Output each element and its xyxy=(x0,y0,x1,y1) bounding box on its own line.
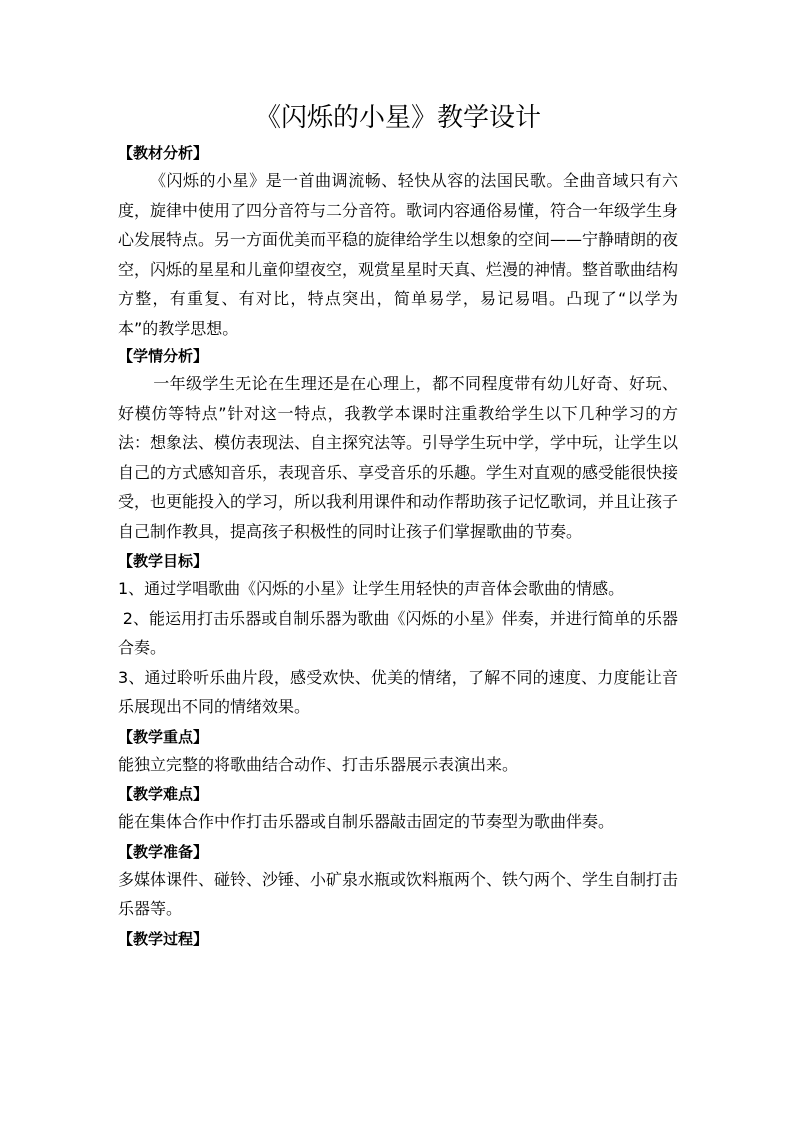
section-heading-textbook-analysis: 【教材分析】 xyxy=(118,144,209,162)
section-heading-difficulties: 【教学难点】 xyxy=(118,785,209,803)
paragraph-goal-1: 1、通过学唱歌曲《闪烁的小星》让学生用轻快的声音体会歌曲的情感。 xyxy=(118,579,625,598)
section-heading-process: 【教学过程】 xyxy=(118,929,209,948)
paragraph-preparation: 多媒体课件、碰铃、沙锤、小矿泉水瓶或饮料瓶两个、铁勺两个、学生自制打击乐器等。 xyxy=(118,869,679,918)
section-heading-student-analysis: 【学情分析】 xyxy=(118,347,209,365)
paragraph-textbook-analysis: 《闪烁的小星》是一首曲调流畅、轻快从容的法国民歌。全曲音域只有六度，旋律中使用了四分音符与二分音符。歌词内容通俗易懂，符合一年级学生身心发展特点。另一方面优美而平稳的旋律给学生以想象的空间——宁静晴朗的夜空，闪烁的星星和儿童仰望夜空，观赏星星时天真、烂漫的神情。整首歌曲结构方整，有重复、有对比，特点突出，简单易学，易记易唱。凸现了“以学为本”的教学思想。 xyxy=(118,171,679,338)
paragraph-goal-3: 3、通过聆听乐曲片段，感受欢快、优美的情绪，了解不同的速度、力度能让音乐展现出不同的情绪效果。 xyxy=(118,667,678,716)
paragraph-difficulties: 能在集体合作中作打击乐器或自制乐器敲击固定的节奏型为歌曲伴奏。 xyxy=(118,812,615,831)
section-heading-teaching-goals: 【教学目标】 xyxy=(118,552,209,570)
paragraph-goal-2: 2、能运用打击乐器或自制乐器为歌曲《闪烁的小星》伴奏，并进行简单的乐器合奏。 xyxy=(118,608,678,657)
document-title: 《闪烁的小星》教学设计 xyxy=(254,103,541,133)
document-body xyxy=(118,98,678,952)
paragraph-key-points: 能独立完整的将歌曲结合动作、打击乐器展示表演出来。 xyxy=(118,754,519,774)
section-heading-key-points: 【教学重点】 xyxy=(118,727,209,746)
paragraph-student-analysis: 一年级学生无论在生理还是在心理上，都不同程度带有幼儿好奇、好玩、好模仿等特点”针对这一特点，我教学本课时注重教给学生以下几种学习的方法：想象法、模仿表现法、自主探究法等。引导学生玩中学，学中玩，让学生以自己的方式感知音乐，表现音乐、享受音乐的乐趣。学生对直观的感受能很快接受，也更能投入的学习，所以我利用课件和动作帮助孩子记忆歌词，并且让孩子自己制作教具，提高孩子积极性的同时让孩子们掌握歌曲的节奏。 xyxy=(118,374,679,541)
section-heading-preparation: 【教学准备】 xyxy=(118,842,209,861)
